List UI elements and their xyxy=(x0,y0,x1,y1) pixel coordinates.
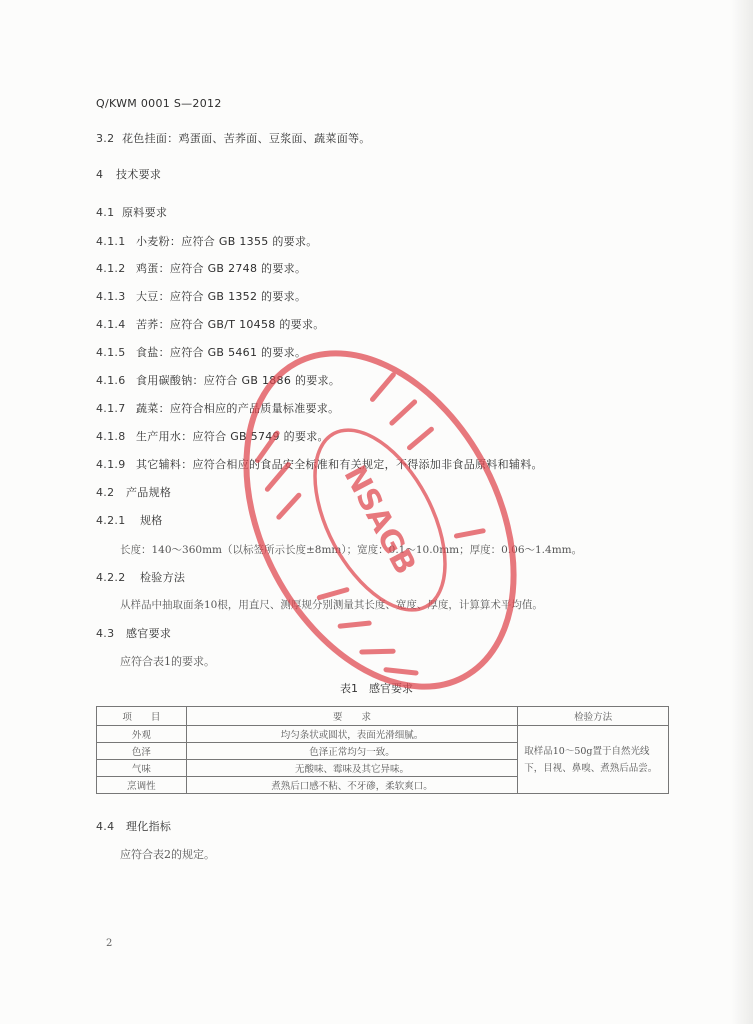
section-4-1-4: 4.1.4 苦荞：应符合 GB/T 10458 的要求。 xyxy=(96,318,325,331)
section-4-1-9: 4.1.9 其它辅料：应符合相应的食品安全标准和有关规定，不得添加非食品原料和辅料。 xyxy=(96,458,543,471)
section-4-1-1: 4.1.1 小麦粉：应符合 GB 1355 的要求。 xyxy=(96,235,318,248)
scan-edge-shadow xyxy=(731,0,753,1024)
section-4-1-7: 4.1.7 蔬菜：应符合相应的产品质量标准要求。 xyxy=(96,402,340,415)
section-3-2: 3.2 花色挂面：鸡蛋面、苦荞面、豆浆面、蔬菜面等。 xyxy=(96,132,371,145)
section-4-4-heading: 4.4 理化指标 xyxy=(96,820,172,833)
column-header-method: 检验方法 xyxy=(518,707,669,726)
section-4-1-6: 4.1.6 食用碳酸钠：应符合 GB 1886 的要求。 xyxy=(96,374,341,387)
page-number: 2 xyxy=(106,938,113,949)
method-paragraph: 从样品中抽取面条10根，用直尺、测厚规分别测量其长度、宽度、厚度，计算算术平均值。 xyxy=(120,599,543,611)
section-4-1-5: 4.1.5 食盐：应符合 GB 5461 的要求。 xyxy=(96,346,307,359)
row-req-appearance: 均匀条状或圆状，表面光滑细腻。 xyxy=(186,726,517,743)
section-4-1-8: 4.1.8 生产用水：应符合 GB 5749 的要求。 xyxy=(96,430,329,443)
row-item-appearance: 外观 xyxy=(97,726,187,743)
column-header-item: 项 目 xyxy=(97,707,187,726)
table-row xyxy=(97,726,669,743)
document-code: Q/KWM 0001 S—2012 xyxy=(96,97,222,110)
table1-caption: 表1 感官要求 xyxy=(340,682,413,695)
section-4-3-heading: 4.3 感官要求 xyxy=(96,627,172,640)
inspection-method-cell: 取样品10～50g置于自然光线下，目视、鼻嗅、煮熟后品尝。 xyxy=(518,726,669,794)
section-4-heading: 4 技术要求 xyxy=(96,168,162,181)
row-req-odor: 无酸味、霉味及其它异味。 xyxy=(186,760,517,777)
row-item-odor: 气味 xyxy=(97,760,187,777)
spec-paragraph: 长度：140～360mm（以标签所示长度±8mm）；宽度：0.1～10.0mm；厚度：0.06～1.4mm。 xyxy=(120,544,583,556)
section-4-2-2: 4.2.2 检验方法 xyxy=(96,571,186,584)
section-4-1-2: 4.1.2 鸡蛋：应符合 GB 2748 的要求。 xyxy=(96,262,307,275)
section-4-1-heading: 4.1 原料要求 xyxy=(96,206,168,219)
section-4-2-1: 4.2.1 规格 xyxy=(96,514,163,527)
row-req-color: 色泽正常均匀一致。 xyxy=(186,743,517,760)
section-4-2-heading: 4.2 产品规格 xyxy=(96,486,172,499)
stamp-inner-code: NSAGB xyxy=(336,460,423,581)
row-item-color: 色泽 xyxy=(97,743,187,760)
physchem-paragraph: 应符合表2的规定。 xyxy=(120,848,215,861)
table-header-row xyxy=(97,707,669,726)
sensory-requirements-table xyxy=(96,706,669,794)
sensory-paragraph: 应符合表1的要求。 xyxy=(120,655,215,668)
row-item-cooking: 烹调性 xyxy=(97,777,187,794)
section-4-1-3: 4.1.3 大豆：应符合 GB 1352 的要求。 xyxy=(96,290,307,303)
column-header-requirement: 要 求 xyxy=(186,707,517,726)
row-req-cooking: 煮熟后口感不粘、不牙碜，柔软爽口。 xyxy=(186,777,517,794)
